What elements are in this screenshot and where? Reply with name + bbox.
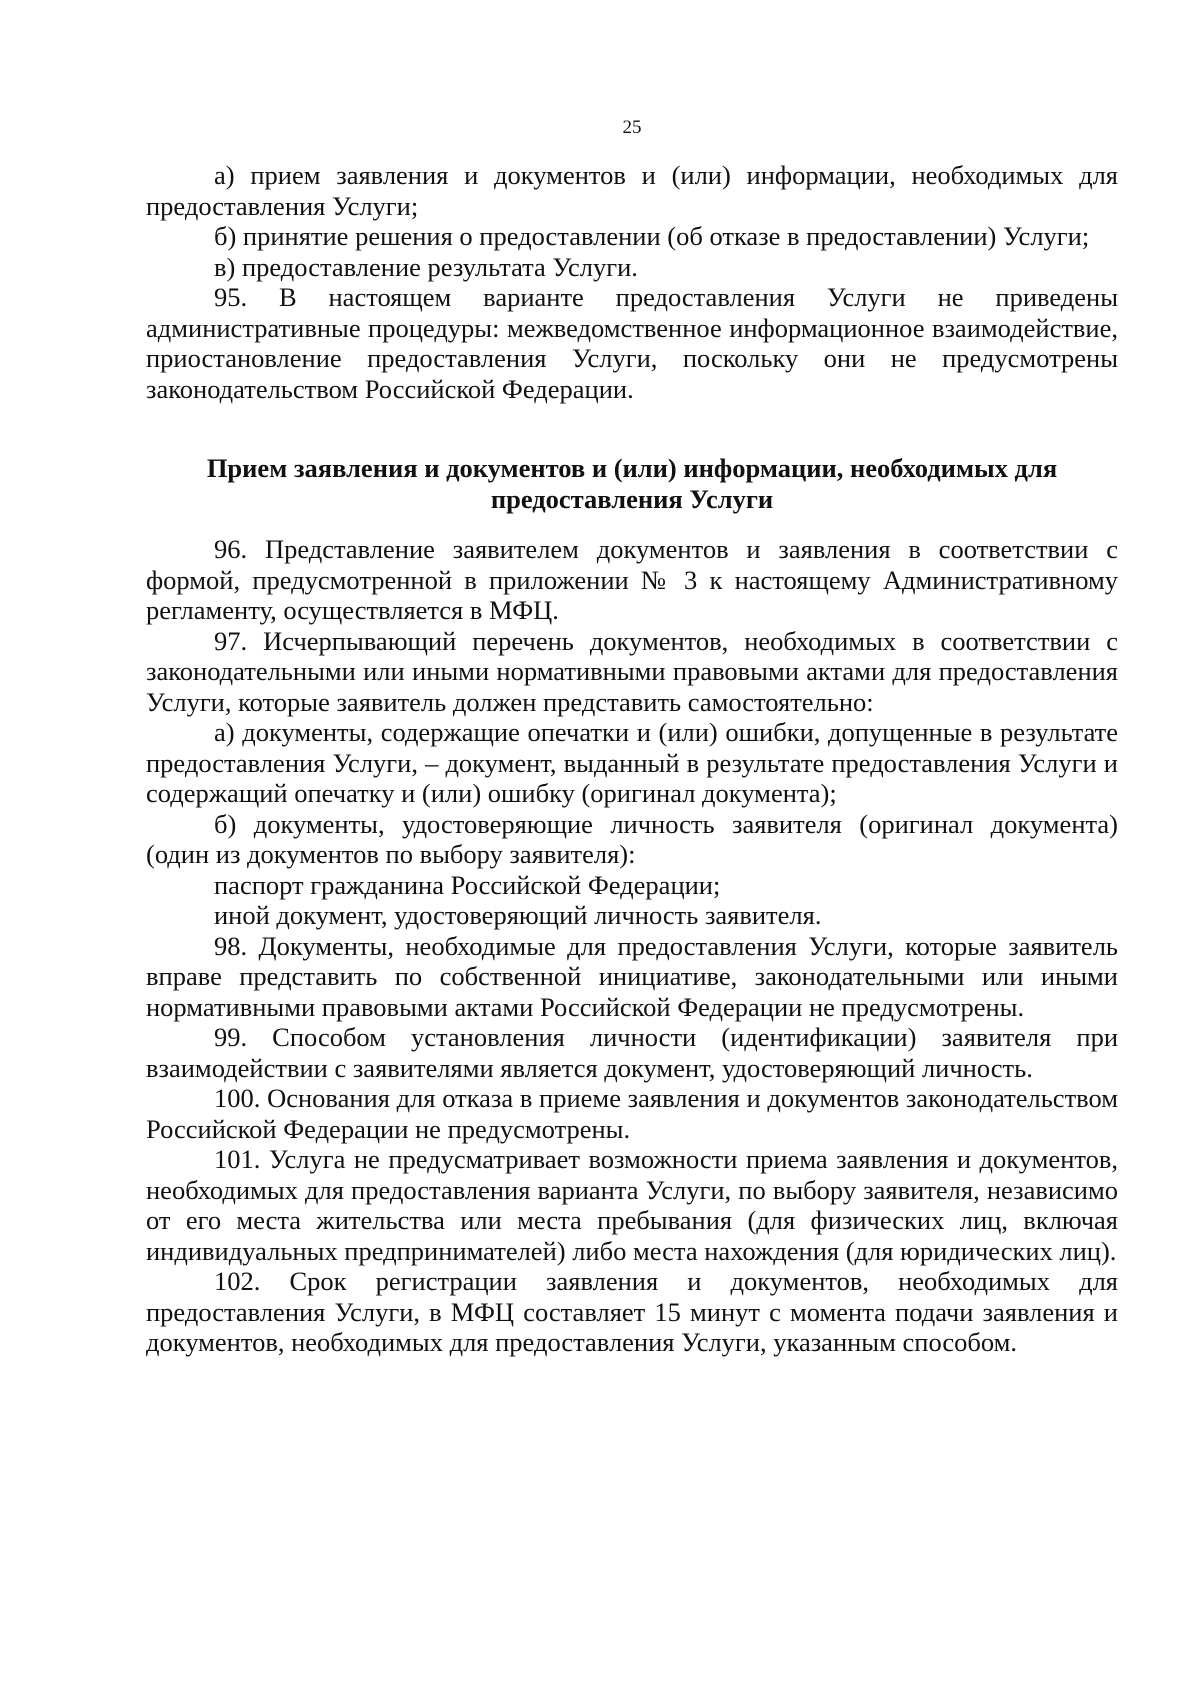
paragraph-96: 96. Представление заявителем документов и заявления в соответствии с формой, предусмотренной в приложении № 3 к настоящему Административному регламенту, осуществляется в МФЦ. <box>146 534 1118 625</box>
paragraph-97-b-passport: паспорт гражданина Российской Федерации; <box>214 869 721 900</box>
paragraph-97: 97. Исчерпывающий перечень документов, необходимых в соответствии с законодательными или иными нормативными правовыми актами для предоставления Услуги, которые заявитель должен представить самостоятельно: <box>146 625 1118 717</box>
paragraph-101: 101. Услуга не предусматривает возможности приема заявления и документов, необходимых для предоставления варианта Услуги, по выбору заявителя, независимо от его места жительства или места пребывания (для физических лиц, включая индивидуальных предпринимателей) либо места нахождения (для юридических лиц). <box>146 1144 1118 1266</box>
section-heading-line-2: предоставления Услуги <box>490 483 774 514</box>
paragraph-99: 99. Способом установления личности (идентификации) заявителя при взаимодействии с заявителями является документ, удостоверяющий личность. <box>146 1022 1118 1083</box>
paragraph-item-a: а) прием заявления и документов и (или) информации, необходимых для предоставления Услуги; <box>146 160 1118 221</box>
section-body <box>146 534 1118 1358</box>
procedures-list <box>146 160 1118 404</box>
paragraph-95: 95. В настоящем варианте предоставления Услуги не приведены административные процедуры: межведомственное информационное взаимодействие, приостановление предоставления Услуги, поскольку они не предусмотрены законодательством Российской Федерации. <box>146 282 1118 404</box>
paragraph-97-a: а) документы, содержащие опечатки и (или) ошибки, допущенные в результате предоставления Услуги, – документ, выданный в результате предоставления Услуги и содержащий опечатку и (или) ошибку (оригинал документа); <box>146 717 1118 808</box>
paragraph-item-v: в) предоставление результата Услуги. <box>214 251 638 282</box>
section-heading-line-1: Прием заявления и документов и (или) информации, необходимых для <box>206 453 1058 483</box>
paragraph-102: 102. Срок регистрации заявления и документов, необходимых для предоставления Услуги, в МФЦ составляет 15 минут с момента подачи заявления и документов, необходимых для предоставления Услуги, указанным способом. <box>146 1266 1118 1357</box>
paragraph-98: 98. Документы, необходимые для предоставления Услуги, которые заявитель вправе представить по собственной инициативе, законодательными или иными нормативными правовыми актами Российской Федерации не предусмотрены. <box>146 930 1118 1022</box>
section-heading <box>146 453 1118 514</box>
paragraph-item-b: б) принятие решения о предоставлении (об отказе в предоставлении) Услуги; <box>214 221 1090 251</box>
paragraph-100: 100. Основания для отказа в приеме заявления и документов законодательством Российской Федерации не предусмотрены. <box>146 1083 1118 1144</box>
paragraph-97-b-other-document: иной документ, удостоверяющий личность заявителя. <box>214 900 822 930</box>
paragraph-97-b: б) документы, удостоверяющие личность заявителя (оригинал документа) (один из документов по выбору заявителя): <box>146 808 1118 869</box>
page-number: 25 <box>622 117 642 138</box>
